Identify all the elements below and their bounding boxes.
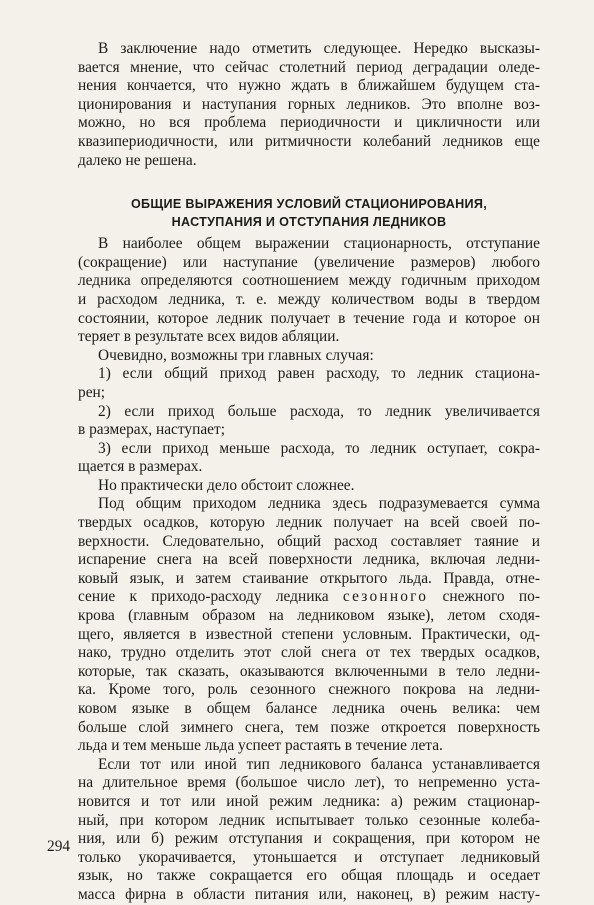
- text-line: 1) если общий приход равен расходу, то ледник стационa-: [98, 365, 540, 383]
- text-line: далеко не решена.: [78, 151, 197, 169]
- text-line: которые, так сказать, оказываются включенными в тело ледни-: [78, 662, 540, 680]
- text-line: щается в размерах.: [78, 458, 203, 476]
- text-line: крова (главным образом на ледниковом языке), летом сходя-: [78, 607, 540, 625]
- paragraph-cases-intro: [78, 347, 540, 366]
- paragraph-practice: [78, 477, 540, 496]
- text-line: новится и тот или иной режим ледника: а) режим стационар-: [78, 792, 540, 810]
- text-line: только укорачивается, утоньшается и отступает ледниковый: [78, 848, 540, 866]
- text-line: испарение снега на всей поверхности ледника, включая ледни-: [78, 551, 540, 569]
- text-line: 2) если приход больше расхода, то ледник увеличивается: [98, 402, 540, 420]
- text-line: Очевидно, возможны три главных случая:: [98, 346, 374, 364]
- text-line: Под общим приходом ледника здесь подразумевается сумма: [98, 495, 540, 513]
- text-column: [78, 40, 540, 905]
- text-line: ковом языке в общем балансе ледника очень велика: чем: [78, 700, 540, 717]
- paragraph-general: [78, 235, 540, 347]
- text-line: В наиболее общем выражении стационарность, отступание: [98, 235, 540, 253]
- text-line: ный, при котором ледник испытывает только сезонные колеба-: [78, 811, 540, 829]
- section-heading: [78, 196, 540, 231]
- text-line: ковый язык, и затем стаивание открытого льда. Правда, отне-: [78, 569, 540, 587]
- text-line: ния, или б) режим отступания и сокращения, при котором не: [78, 830, 540, 848]
- text-line: можно, но вся проблема периодичности и цикличности или: [78, 114, 540, 132]
- page-number: 294: [47, 838, 71, 855]
- text-line: вается мнение, что сейчас столетний период деградации оледе-: [78, 58, 540, 76]
- emphasized-word: сезонного: [342, 588, 429, 606]
- text-line: состоянии, которое ледник получает в течение года и которое он: [78, 309, 540, 327]
- text-line: рен;: [78, 383, 106, 401]
- text-line: нения кончается, что нужно ждать в ближайшем будущем ста-: [78, 77, 540, 95]
- paragraph-conclusion: [78, 40, 540, 170]
- paragraph-case-3: [78, 440, 540, 477]
- text-line: язык, но также сокращается его общая площадь и оседает: [78, 867, 540, 885]
- heading-line: ОБЩИЕ ВЫРАЖЕНИЯ УСЛОВИЙ СТАЦИОНИРОВАНИЯ,: [130, 197, 488, 212]
- text-line: масса фирна в области питания или, наконец, в) режим насту-: [78, 885, 540, 903]
- text-line: Если тот или иной тип ледникового баланса устанавливается: [98, 755, 540, 773]
- text-line: больше слой зимнего снега, тем позже откроется поверхность: [78, 718, 540, 736]
- text-line: льда и тем меньше льда успеет растаять в течение лета.: [78, 737, 443, 755]
- heading-line: НАСТУПАНИЯ И ОТСТУПАНИЯ ЛЕДНИКОВ: [171, 214, 447, 229]
- paragraph-case-2: [78, 403, 540, 440]
- text-line: ционирования и наступания горных ледников. Это вполне воз-: [78, 95, 540, 113]
- text-line: в размерах, наступает;: [78, 421, 226, 439]
- text-line: нако, трудно отделить этот слой снега от тех твердых осадков,: [78, 644, 540, 662]
- text-line: В заключение надо отметить следующее. Нередко высказы-: [98, 40, 540, 57]
- text-fragment: сение к приходо-расходу ледника: [78, 588, 343, 606]
- paragraph-case-1: [78, 365, 540, 402]
- text-line: (сокращение) или наступание (увеличение размеров) любого: [78, 253, 540, 271]
- text-line: квазипериодичности, или ритмичности колебаний ледников еще: [78, 132, 540, 150]
- text-fragment: снежного по-: [428, 588, 540, 606]
- text-line: твердых осадков, которую ледник получает на всей своей по-: [78, 514, 540, 532]
- text-line: ка. Кроме того, роль сезонного снежного покрова на ледни-: [78, 681, 540, 699]
- text-line: и расходом ледника, т. е. между количеством воды в твердом: [78, 290, 540, 308]
- text-line: ледника определяются соотношением между годичным приходом: [78, 272, 540, 290]
- text-line: Но практически дело обстоит сложнее.: [98, 476, 355, 494]
- text-line: [78, 588, 540, 607]
- text-line: 3) если приход меньше расхода, то ледник оступает, сокра-: [98, 439, 540, 457]
- text-line: щего, является в известной степени условным. Практически, од-: [78, 625, 540, 643]
- paragraph-income: [78, 495, 540, 755]
- paragraph-regime: [78, 756, 540, 905]
- text-line: на длительное время (большое число лет), то непременно уста-: [78, 774, 540, 792]
- text-line: теряет в результате всех видов абляции.: [78, 328, 340, 346]
- text-line: верхности. Следовательно, общий расход составляет таяние и: [78, 532, 540, 550]
